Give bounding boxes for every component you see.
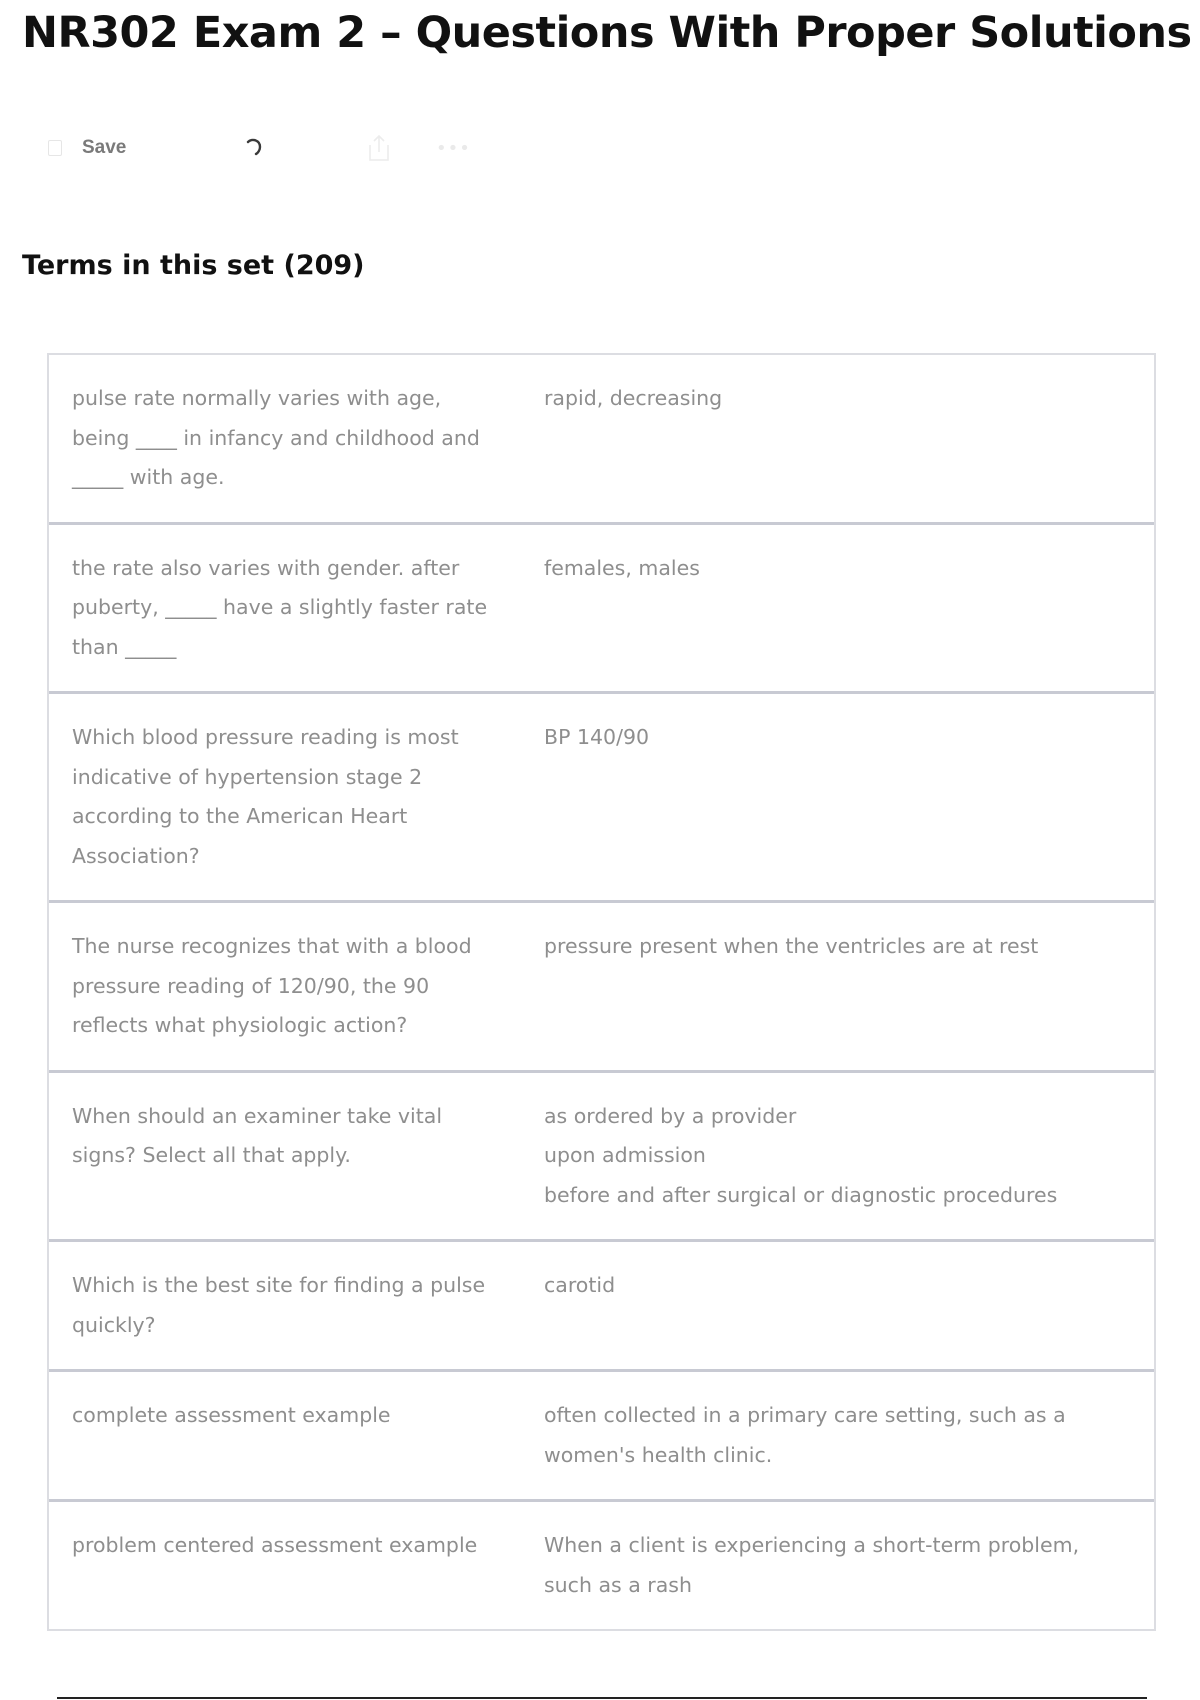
toolbar [48,128,508,168]
definition-text [521,903,1154,1070]
definition-line: pressure present when the ventricles are at rest [544,934,1039,958]
definition-line: as ordered by a provider [544,1103,797,1128]
share-icon [366,133,392,163]
term-text: pulse rate normally varies with age, being ____ in infancy and childhood and _____ with age. [72,386,480,489]
term-row[interactable] [49,694,1154,903]
definition-text [521,1372,1154,1499]
term-row[interactable] [49,903,1154,1073]
definition-line: often collected in a primary care setting, such as a women's health clinic. [544,1403,1066,1467]
definition-line: carotid [544,1273,616,1297]
undo-button[interactable] [243,128,267,168]
term-text: complete assessment example [72,1403,391,1427]
page-title: NR302 Exam 2 – Questions With Proper Solutions [22,8,1192,58]
definition-text [521,1502,1154,1629]
definition-line: before and after surgical or diagnostic procedures [544,1182,1058,1207]
term-text: problem centered assessment example [72,1533,478,1557]
definition-text [521,1242,1154,1369]
definition-text [521,694,1154,900]
term-row[interactable] [49,1242,1154,1372]
save-label: Save [82,137,127,158]
bookmark-icon [48,140,62,156]
definition-line: females, males [544,555,700,580]
definition-line: BP 140/90 [544,725,650,749]
undo-icon [243,136,267,160]
term-text: The nurse recognizes that with a blood pressure reading of 120/90, the 90 reflects what physiologic action? [72,934,472,1037]
term-text: Which blood pressure reading is most indicative of hypertension stage 2 according to the American Heart Association? [72,725,459,868]
term-row[interactable] [49,525,1154,695]
save-button[interactable] [48,128,126,168]
term-row[interactable] [49,355,1154,525]
share-button[interactable] [366,128,392,168]
terms-heading: Terms in this set (209) [22,250,365,281]
term-row[interactable] [49,1502,1154,1629]
definition-line: When a client is experiencing a short-term problem, such as a rash [544,1533,1080,1597]
term-row[interactable] [49,1372,1154,1502]
term-text: Which is the best site for finding a pulse quickly? [72,1273,486,1337]
term-text: When should an examiner take vital signs? Select all that apply. [72,1103,443,1167]
term-text: the rate also varies with gender. after puberty, _____ have a slightly faster rate than _____ [72,555,488,659]
more-button[interactable] [436,128,471,168]
more-icon: ••• [436,137,471,159]
definition-line: upon admission [544,1143,706,1167]
terms-table [47,353,1156,1631]
term-row[interactable] [49,1073,1154,1243]
divider [57,1697,1147,1699]
definition-text [521,1073,1154,1240]
definition-line: rapid, decreasing [544,386,723,410]
definition-text [521,355,1154,522]
definition-text [521,525,1154,692]
